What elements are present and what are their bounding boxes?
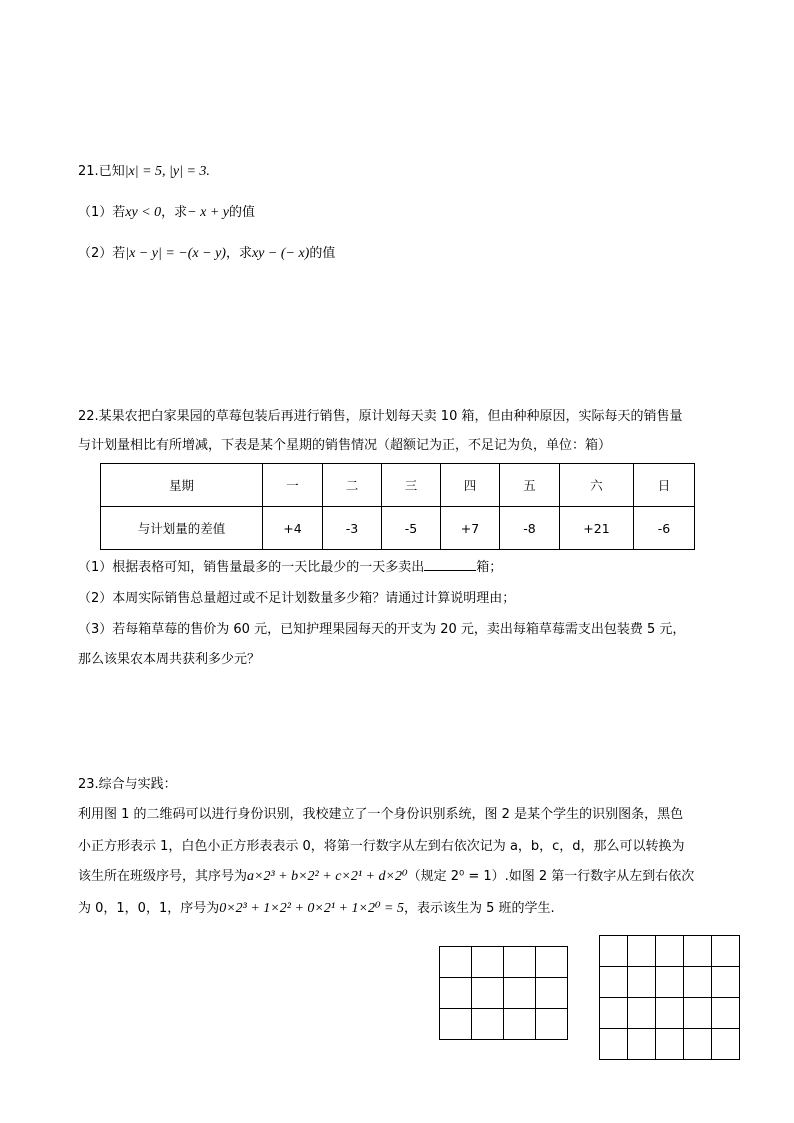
q23-title: 23.综合与实践： bbox=[78, 777, 177, 792]
sales-table-header-label: 星期 bbox=[101, 464, 263, 507]
sales-table-day: 一 bbox=[263, 464, 323, 507]
q22-part3-line2: 那么该果农本周共获利多少元？ bbox=[78, 652, 261, 667]
q21-part2-label: （2）若 bbox=[78, 246, 126, 261]
sales-table-value: +4 bbox=[263, 507, 323, 550]
q23-line4 bbox=[78, 900, 555, 918]
q23-line1: 利用图 1 的二维码可以进行身份识别，我校建立了一个身份识别系统，图 2 是某个学生的识别图条，黑色 bbox=[78, 807, 684, 822]
q21-part1 bbox=[78, 204, 255, 222]
q21-part1-condition: xy < 0 bbox=[125, 205, 162, 220]
sales-table-value-row bbox=[101, 507, 695, 550]
q21-stem-math: |x| = 5, |y| = 3. bbox=[124, 164, 210, 179]
sales-table-day: 二 bbox=[323, 464, 382, 507]
sales-table-value: -3 bbox=[323, 507, 382, 550]
figure-1-grid bbox=[439, 946, 568, 1040]
sales-table-row-label: 与计划量的差值 bbox=[101, 507, 263, 550]
q21-part1-mid: ，求 bbox=[161, 205, 188, 220]
q23-line3-formula: a×2³ + b×2² + c×2¹ + d×2⁰ bbox=[247, 869, 408, 884]
q21-part1-label: （1）若 bbox=[78, 205, 126, 220]
sales-table-day: 日 bbox=[634, 464, 695, 507]
sales-table-value: +21 bbox=[560, 507, 634, 550]
q22-line1: 22.某果农把白家果园的草莓包装后再进行销售，原计划每天卖 10 箱，但由种种原因，实际每天的销售量 bbox=[78, 409, 683, 424]
q23-line4-formula: 0×2³ + 1×2² + 0×2¹ + 1×2⁰ = 5 bbox=[219, 901, 405, 916]
q22-line2: 与计划量相比有所增减，下表是某个星期的销售情况（超额记为正，不足记为负，单位：箱） bbox=[78, 438, 612, 453]
q21-part2-suffix: 的值 bbox=[309, 246, 336, 261]
q21-part1-expr: − x + y bbox=[187, 205, 229, 220]
q22-part2: （2）本周实际销售总量超过或不足计划数量多少箱？请通过计算说明理由； bbox=[78, 591, 516, 606]
q23-line2: 小正方形表示 1，白色小正方形表表示 0，将第一行数字从左到右依次记为 a，b，c，d，那么可以转换为 bbox=[78, 839, 685, 854]
sales-table-header-row bbox=[101, 464, 695, 507]
q21-part2 bbox=[78, 245, 335, 263]
sales-table-day: 五 bbox=[500, 464, 560, 507]
figure-2-grid bbox=[599, 935, 740, 1060]
sales-table-value: -6 bbox=[634, 507, 695, 550]
sales-table-day: 三 bbox=[382, 464, 441, 507]
q21-stem-prefix: 已知 bbox=[98, 164, 125, 179]
sales-table-day: 四 bbox=[441, 464, 500, 507]
q21-part2-expr: xy − (− x) bbox=[251, 246, 310, 261]
sales-table bbox=[100, 463, 695, 550]
q21-number: 21. bbox=[78, 164, 99, 179]
sales-table-value: +7 bbox=[441, 507, 500, 550]
q22-part1-text: （1）根据表格可知，销售量最多的一天比最少的一天多卖出 bbox=[78, 560, 425, 575]
sales-table-value: -5 bbox=[382, 507, 441, 550]
q23-line4-prefix: 为 0，1，0，1，序号为 bbox=[78, 901, 220, 916]
q23-line3 bbox=[78, 868, 694, 886]
q21-stem bbox=[78, 163, 210, 181]
q23-line4-suffix: ，表示该生为 5 班的学生. bbox=[404, 901, 555, 916]
q23-line3-suffix: .如图 2 第一行数字从左到右依次 bbox=[504, 869, 695, 884]
q21-part2-condition: |x − y| = −(x − y) bbox=[125, 246, 226, 261]
q23-line3-prefix: 该生所在班级序号，其序号为 bbox=[78, 869, 248, 884]
q21-part1-suffix: 的值 bbox=[229, 205, 256, 220]
q23-line3-note: （规定 2⁰ = 1） bbox=[407, 869, 505, 884]
q22-part1-unit: 箱； bbox=[476, 560, 503, 575]
sales-table-day: 六 bbox=[560, 464, 634, 507]
sales-table-value: -8 bbox=[500, 507, 560, 550]
q22-part1 bbox=[78, 558, 502, 577]
q21-part2-mid: ，求 bbox=[225, 246, 252, 261]
answer-blank[interactable] bbox=[424, 558, 476, 571]
q22-part3-line1: （3）若每箱草莓的售价为 60 元，已知护理果园每天的开支为 20 元，卖出每箱草莓需支出包装费 5 元， bbox=[78, 622, 686, 637]
